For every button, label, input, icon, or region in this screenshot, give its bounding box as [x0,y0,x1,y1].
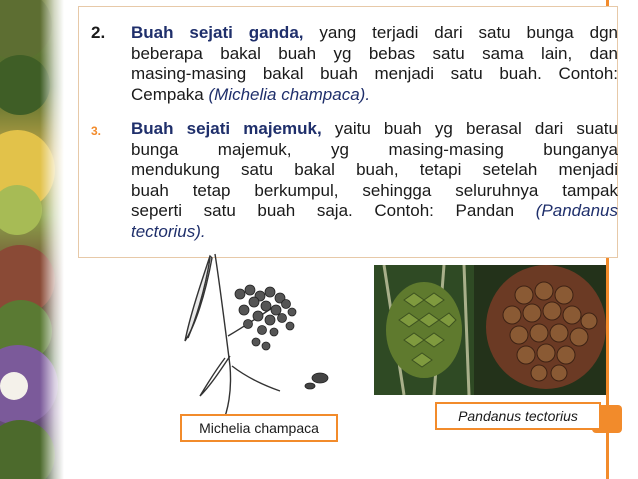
caption-pandanus: Pandanus tectorius [435,402,601,430]
item-title: Buah sejati majemuk, [131,119,322,138]
item-line: yaitu buah yg berasal dari suatu [334,119,618,138]
item-line: masing-masing bakal buah menjadi satu buah. Contoh: [131,64,618,83]
item-line: yang terjadi dari satu bunga dgn [319,23,618,42]
item-number: 2. [91,23,106,42]
item-line: bunga majemuk, yg masing-masing bunganya [131,139,618,159]
item-line: beberapa bakal buah yg bebas satu sama lain, dan [131,43,618,63]
item-line: seperti satu buah saja. Contoh: Pandan [131,201,515,220]
item-line: mendukung satu bakal buah, tetapi setelah menjadi [131,160,618,179]
content-box [78,6,618,258]
item-example: (Michelia champaca). [208,84,371,104]
item-line: Cempaka [131,84,204,104]
michelia-sketch-image [170,246,350,426]
decorative-flower-strip [0,0,64,479]
item-number: 3. [91,124,102,138]
item-line: buah tetap berkumpul, sehingga seluruhnya tampak [131,180,618,200]
caption-michelia: Michelia champaca [180,414,338,442]
item-title: Buah sejati ganda, [131,23,304,42]
pandanus-photo [374,265,606,395]
item-example: tectorius). [131,221,206,241]
item-example: (Pandanus [535,201,618,220]
